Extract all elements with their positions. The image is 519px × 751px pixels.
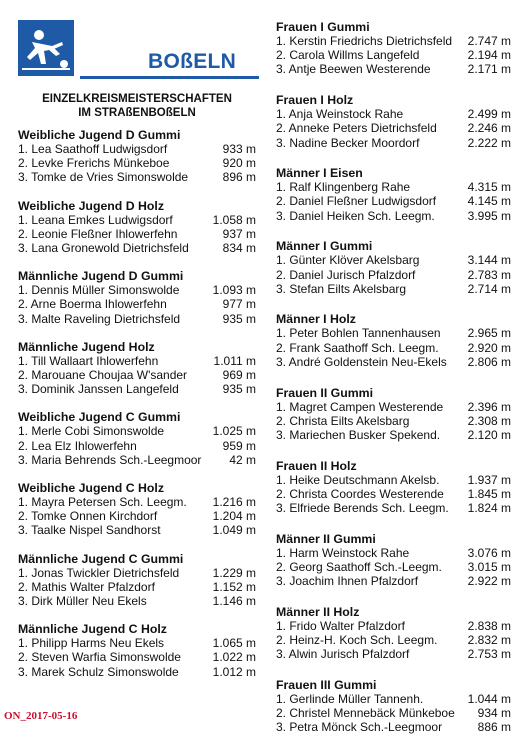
result-row <box>276 720 511 734</box>
result-row <box>276 194 511 208</box>
competitor-name: 1. Dennis Müller Simonswolde <box>18 283 180 298</box>
result-row <box>18 509 256 523</box>
document-title <box>18 92 256 120</box>
result-section <box>276 312 511 369</box>
competitor-name: 1. Harm Weinstock Rahe <box>276 545 410 560</box>
competitor-name: 2. Frank Saathoff Sch. Leegm. <box>276 340 439 355</box>
competitor-name: 1. Mayra Petersen Sch. Leegm. <box>18 495 187 510</box>
result-row <box>18 312 256 326</box>
result-distance: 4.315 m <box>467 180 511 195</box>
result-row <box>276 619 511 633</box>
result-row <box>276 487 511 501</box>
result-distance: 937 m <box>222 226 256 241</box>
result-row <box>18 650 256 664</box>
section-title: Weibliche Jugend C Gummi <box>18 410 181 425</box>
result-distance: 2.806 m <box>467 354 511 369</box>
result-section <box>276 166 511 223</box>
result-distance: 935 m <box>222 311 256 326</box>
competitor-name: 3. Mariechen Busker Spekend. <box>276 427 441 442</box>
result-row <box>276 268 511 282</box>
result-row <box>276 341 511 355</box>
result-distance: 2.920 m <box>467 340 511 355</box>
competitor-name: 3. Alwin Jurisch Pfalzdorf <box>276 647 410 662</box>
section-title: Männer II Holz <box>276 604 360 619</box>
competitor-name: 3. Antje Beewen Westerende <box>276 62 431 77</box>
result-distance: 2.194 m <box>467 48 511 63</box>
result-section <box>276 678 511 735</box>
result-distance: 2.308 m <box>467 413 511 428</box>
result-row <box>276 692 511 706</box>
result-distance: 1.204 m <box>212 509 256 524</box>
result-distance: 920 m <box>222 156 256 171</box>
result-row <box>18 636 256 650</box>
result-row <box>276 400 511 414</box>
result-row <box>18 241 256 255</box>
result-distance: 1.093 m <box>212 283 256 298</box>
result-distance: 1.937 m <box>467 472 511 487</box>
result-row <box>18 594 256 608</box>
section-title: Frauen I Gummi <box>276 20 370 34</box>
result-distance: 2.838 m <box>467 618 511 633</box>
result-row <box>276 633 511 647</box>
competitor-name: 3. Joachim Ihnen Pfalzdorf <box>276 574 419 589</box>
section-title: Männliche Jugend Holz <box>18 339 155 354</box>
competitor-name: 1. Kerstin Friedrichs Dietrichsfeld <box>276 34 453 48</box>
competitor-name: 2. Marouane Choujaa W'sander <box>18 368 188 383</box>
result-distance: 934 m <box>477 706 511 721</box>
result-distance: 2.922 m <box>467 574 511 589</box>
result-row <box>18 665 256 679</box>
competitor-name: 3. Marek Schulz Simonswolde <box>18 664 179 679</box>
competitor-name: 2. Christel Mennebäck Münkeboe <box>276 706 455 721</box>
header <box>18 0 256 80</box>
result-distance: 1.146 m <box>212 594 256 609</box>
competitor-name: 2. Steven Warfia Simonswolde <box>18 650 181 665</box>
section-title: Männliche Jugend D Gummi <box>18 269 184 284</box>
result-row <box>276 253 511 267</box>
section-title: Frauen II Holz <box>276 458 357 473</box>
competitor-name: 2. Leonie Fleßner Ihlowerfehn <box>18 226 178 241</box>
section-title: Frauen I Holz <box>276 93 354 108</box>
left-results <box>18 128 256 679</box>
section-title: Männliche Jugend C Holz <box>18 622 167 637</box>
result-row <box>276 647 511 661</box>
result-row <box>18 354 256 368</box>
result-row <box>276 706 511 720</box>
result-distance: 933 m <box>222 142 256 156</box>
result-distance: 1.058 m <box>212 212 256 227</box>
competitor-name: 3. Taalke Nispel Sandhorst <box>18 523 161 538</box>
result-distance: 2.783 m <box>467 267 511 282</box>
result-section <box>276 605 511 662</box>
result-section <box>18 481 256 538</box>
result-distance: 1.025 m <box>212 424 256 439</box>
section-title: Männliche Jugend C Gummi <box>18 551 184 566</box>
footer-code: ON_2017-05-16 <box>4 710 78 722</box>
result-row <box>276 107 511 121</box>
result-distance: 2.499 m <box>467 107 511 122</box>
result-distance: 896 m <box>222 170 256 185</box>
result-distance: 3.015 m <box>467 559 511 574</box>
result-row <box>18 424 256 438</box>
bosseln-thrower-icon <box>18 20 74 76</box>
competitor-name: 1. Till Wallaart Ihlowerfehn <box>18 353 159 368</box>
result-distance: 935 m <box>222 382 256 397</box>
result-distance: 2.714 m <box>467 281 511 296</box>
result-distance: 1.229 m <box>212 565 256 580</box>
section-title: Männer II Gummi <box>276 531 376 546</box>
result-row <box>276 546 511 560</box>
section-title: Männer I Eisen <box>276 166 363 181</box>
result-distance: 3.995 m <box>467 208 511 223</box>
result-distance: 977 m <box>222 297 256 312</box>
result-distance: 1.216 m <box>212 495 256 510</box>
right-results <box>276 20 511 735</box>
result-row <box>18 439 256 453</box>
document-title-line-2: IM STRAßENBOßELN <box>78 107 196 119</box>
competitor-name: 2. Lea Elz Ihlowerfehn <box>18 438 137 453</box>
document-title-line-1: EINZELKREISMEISTERSCHAFTEN <box>42 93 232 105</box>
result-distance: 2.747 m <box>467 34 511 48</box>
result-distance: 1.044 m <box>467 691 511 706</box>
competitor-name: 1. Frido Walter Pfalzdorf <box>276 618 405 633</box>
result-distance: 1.152 m <box>212 579 256 594</box>
result-distance: 969 m <box>222 368 256 383</box>
competitor-name: 3. Dominik Janssen Langefeld <box>18 382 179 397</box>
competitor-name: 1. Peter Bohlen Tannenhausen <box>276 326 441 341</box>
result-row <box>276 560 511 574</box>
result-section <box>18 199 256 256</box>
result-row <box>276 282 511 296</box>
result-row <box>276 48 511 62</box>
competitor-name: 1. Merle Cobi Simonswolde <box>18 424 165 439</box>
result-row <box>276 136 511 150</box>
competitor-name: 2. Tomke Onnen Kirchdorf <box>18 509 158 524</box>
result-row <box>276 428 511 442</box>
competitor-name: 2. Christa Eilts Akelsbarg <box>276 413 410 428</box>
competitor-name: 1. Anja Weinstock Rahe <box>276 107 404 122</box>
result-section <box>18 340 256 397</box>
competitor-name: 1. Magret Campen Westerende <box>276 399 444 414</box>
section-title: Männer I Gummi <box>276 239 373 254</box>
competitor-name: 2. Georg Saathoff Sch.-Leegm. <box>276 559 442 574</box>
result-distance: 1.845 m <box>467 486 511 501</box>
result-section <box>18 128 256 185</box>
section-title: Männer I Holz <box>276 312 356 327</box>
result-distance: 834 m <box>222 241 256 256</box>
result-distance: 3.144 m <box>467 253 511 268</box>
result-distance: 2.171 m <box>467 62 511 77</box>
result-section <box>18 622 256 679</box>
competitor-name: 3. Daniel Heiken Sch. Leegm. <box>276 208 435 223</box>
result-row <box>18 368 256 382</box>
competitor-name: 2. Mathis Walter Pfalzdorf <box>18 579 155 594</box>
competitor-name: 3. Stefan Eilts Akelsbarg <box>276 281 407 296</box>
result-row <box>276 62 511 76</box>
competitor-name: 2. Levke Frerichs Münkeboe <box>18 156 170 171</box>
competitor-name: 2. Christa Coordes Westerende <box>276 486 444 501</box>
competitor-name: 3. Malte Raveling Dietrichsfeld <box>18 311 181 326</box>
result-distance: 1.022 m <box>212 650 256 665</box>
result-section <box>276 93 511 150</box>
result-row <box>276 121 511 135</box>
result-row <box>18 170 256 184</box>
result-distance: 1.824 m <box>467 501 511 516</box>
result-row <box>18 297 256 311</box>
section-title: Frauen III Gummi <box>276 677 377 692</box>
result-row <box>18 382 256 396</box>
result-distance: 959 m <box>222 438 256 453</box>
result-distance: 2.753 m <box>467 647 511 662</box>
result-section <box>276 459 511 516</box>
competitor-name: 2. Anneke Peters Dietrichsfeld <box>276 121 437 136</box>
section-title: Weibliche Jugend C Holz <box>18 481 164 496</box>
competitor-name: 1. Lea Saathoff Ludwigsdorf <box>18 142 168 156</box>
competitor-name: 3. André Goldenstein Neu-Ekels <box>276 354 447 369</box>
result-row <box>276 355 511 369</box>
result-section <box>18 410 256 467</box>
competitor-name: 3. Tomke de Vries Simonswolde <box>18 170 189 185</box>
brand-title: BOßELN <box>148 50 237 73</box>
section-title: Weibliche Jugend D Holz <box>18 198 164 213</box>
competitor-name: 3. Nadine Becker Moordorf <box>276 135 420 150</box>
competitor-name: 1. Günter Klöver Akelsbarg <box>276 253 420 268</box>
competitor-name: 2. Arne Boerma Ihlowerfehn <box>18 297 167 312</box>
result-section <box>276 239 511 296</box>
result-distance: 2.120 m <box>467 427 511 442</box>
result-row <box>18 523 256 537</box>
result-row <box>18 453 256 467</box>
left-column <box>18 0 256 693</box>
result-row <box>18 495 256 509</box>
section-title: Weibliche Jugend D Gummi <box>18 128 181 142</box>
competitor-name: 3. Petra Mönck Sch.-Leegmoor <box>276 720 443 735</box>
result-row <box>276 501 511 515</box>
result-distance: 4.145 m <box>467 194 511 209</box>
result-distance: 3.076 m <box>467 545 511 560</box>
header-rule <box>80 76 259 79</box>
result-distance: 1.065 m <box>212 636 256 651</box>
result-row <box>18 156 256 170</box>
result-distance: 2.222 m <box>467 135 511 150</box>
result-row <box>276 34 511 48</box>
result-distance: 1.049 m <box>212 523 256 538</box>
competitor-name: 2. Carola Willms Langefeld <box>276 48 420 63</box>
competitor-name: 1. Philipp Harms Neu Ekels <box>18 636 165 651</box>
result-section <box>276 386 511 443</box>
result-row <box>276 209 511 223</box>
result-distance: 1.011 m <box>213 353 256 368</box>
result-row <box>276 414 511 428</box>
competitor-name: 1. Ralf Klingenberg Rahe <box>276 180 411 195</box>
result-section <box>18 552 256 609</box>
competitor-name: 2. Daniel Jurisch Pfalzdorf <box>276 267 416 282</box>
result-distance: 886 m <box>477 720 511 735</box>
result-row <box>18 566 256 580</box>
result-row <box>18 142 256 156</box>
result-section <box>276 20 511 77</box>
competitor-name: 3. Maria Behrends Sch.-Leegmoor <box>18 452 202 467</box>
result-distance: 1.012 m <box>212 664 256 679</box>
result-row <box>276 473 511 487</box>
result-row <box>18 283 256 297</box>
competitor-name: 1. Jonas Twickler Dietrichsfeld <box>18 565 180 580</box>
competitor-name: 2. Daniel Fleßner Ludwigsdorf <box>276 194 437 209</box>
competitor-name: 2. Heinz-H. Koch Sch. Leegm. <box>276 633 438 648</box>
competitor-name: 3. Lana Gronewold Dietrichsfeld <box>18 241 189 256</box>
competitor-name: 3. Dirk Müller Neu Ekels <box>18 594 147 609</box>
result-row <box>276 574 511 588</box>
result-row <box>18 580 256 594</box>
result-section <box>18 269 256 326</box>
result-distance: 2.246 m <box>467 121 511 136</box>
competitor-name: 3. Elfriede Berends Sch. Leegm. <box>276 501 449 516</box>
result-row <box>276 326 511 340</box>
competitor-name: 1. Heike Deutschmann Akelsb. <box>276 472 440 487</box>
section-title: Frauen II Gummi <box>276 385 374 400</box>
result-row <box>276 180 511 194</box>
result-distance: 2.396 m <box>467 399 511 414</box>
competitor-name: 1. Leana Emkes Ludwigsdorf <box>18 212 173 227</box>
competitor-name: 1. Gerlinde Müller Tannenh. <box>276 691 424 706</box>
result-distance: 2.832 m <box>467 633 511 648</box>
result-distance: 42 m <box>229 452 256 467</box>
result-row <box>18 227 256 241</box>
right-column <box>276 0 511 751</box>
result-section <box>276 532 511 589</box>
result-distance: 2.965 m <box>467 326 511 341</box>
result-row <box>18 213 256 227</box>
